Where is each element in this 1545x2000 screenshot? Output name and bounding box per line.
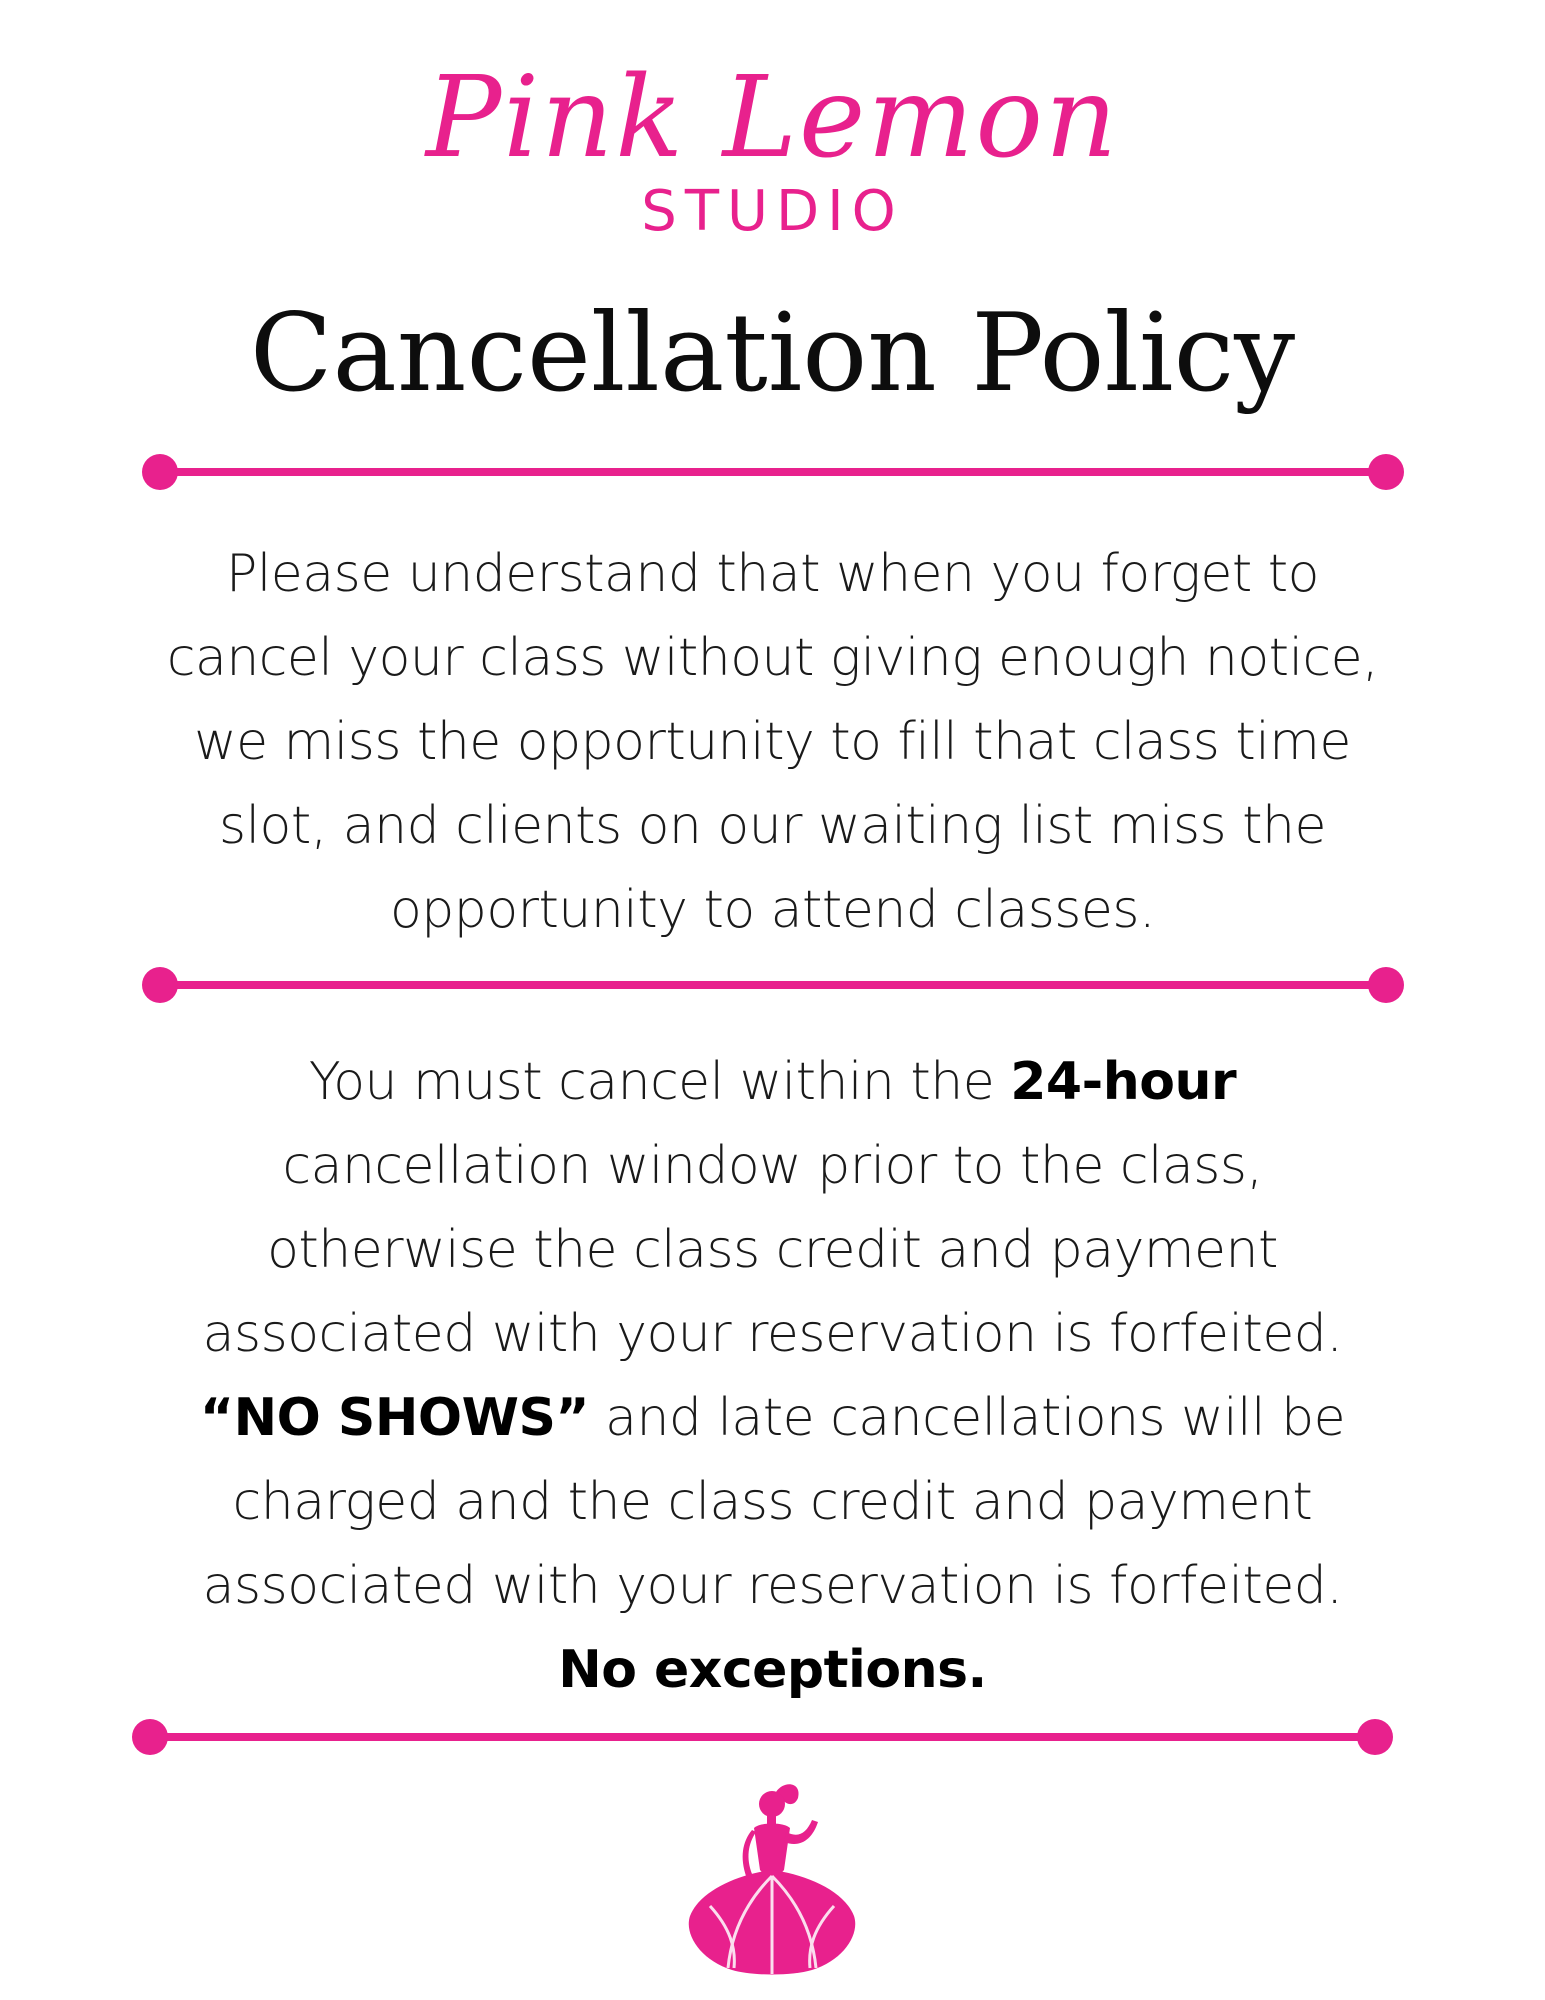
paragraph-line: associated with your reservation is forfeited.	[202, 1304, 1343, 1364]
policy-paragraph-intro	[0, 532, 1545, 952]
paragraph-line: charged and the class credit and payment	[232, 1472, 1313, 1532]
brand-studio-label: STUDIO	[641, 179, 904, 244]
divider-top	[0, 452, 1545, 492]
emphasis-24-hour: 24-hour	[1010, 1052, 1237, 1112]
policy-paragraph-rules	[0, 1040, 1545, 1712]
paragraph-line: opportunity to attend classes.	[389, 880, 1156, 940]
paragraph-line: otherwise the class credit and payment	[267, 1220, 1278, 1280]
emphasis-no-exceptions: No exceptions.	[558, 1640, 987, 1700]
line-text: You must cancel within the	[308, 1052, 1011, 1112]
paragraph-line: associated with your reservation is forfeited.	[202, 1556, 1343, 1616]
paragraph-line	[0, 1040, 1545, 1124]
paragraph-line: we miss the opportunity to fill that class time	[194, 712, 1351, 772]
dancer-silhouette-icon	[680, 1778, 865, 1978]
divider-middle	[0, 965, 1545, 1005]
brand-script-name: Pink Lemon	[425, 53, 1120, 183]
paragraph-line	[0, 1376, 1545, 1460]
page-title: Cancellation Policy	[249, 291, 1296, 416]
paragraph-line: Please understand that when you forget to	[226, 544, 1319, 604]
paragraph-line: cancel your class without giving enough notice,	[166, 628, 1379, 688]
line-text: and late cancellations will be	[589, 1388, 1346, 1448]
paragraph-line: cancellation window prior to the class,	[282, 1136, 1263, 1196]
paragraph-line: slot, and clients on our waiting list miss the	[218, 796, 1326, 856]
emphasis-no-shows: “NO SHOWS”	[199, 1388, 590, 1448]
divider-bottom	[0, 1717, 1545, 1757]
brand-logo	[0, 40, 1545, 244]
